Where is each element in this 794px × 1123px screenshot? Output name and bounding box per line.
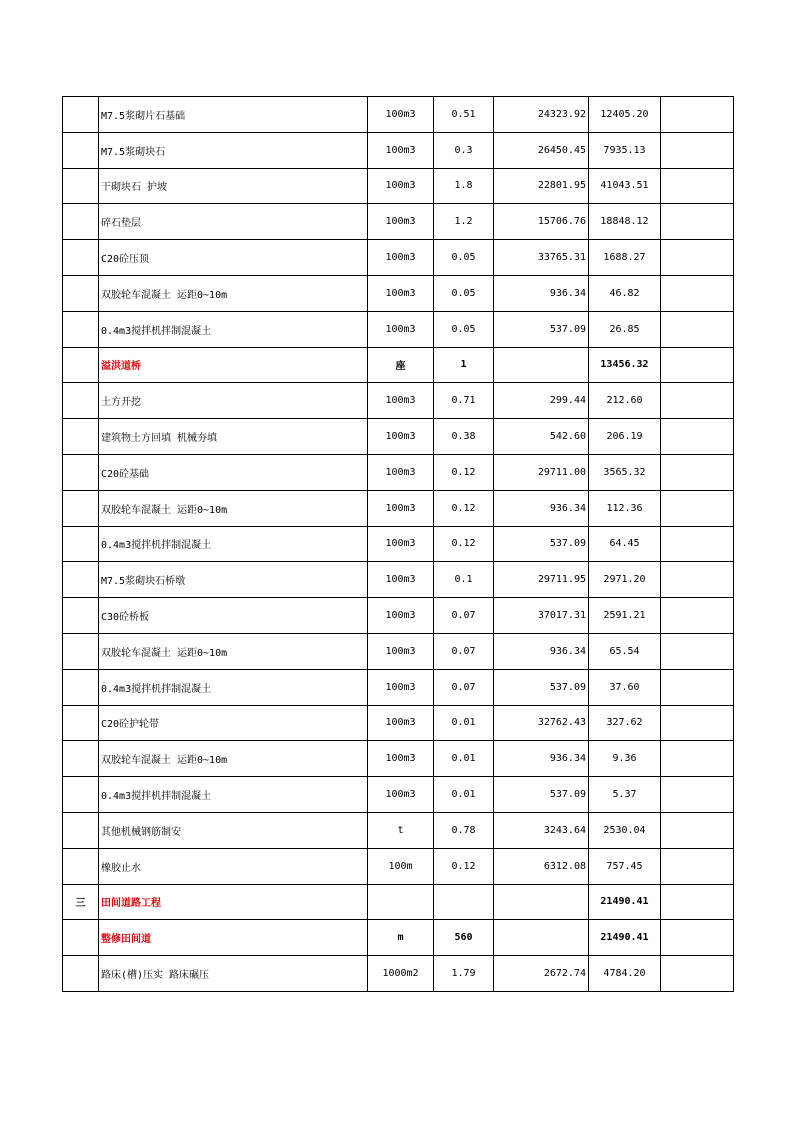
- remark-cell: [661, 97, 734, 133]
- quantity-cell: 0.12: [434, 490, 494, 526]
- seq-number-cell: [63, 562, 99, 598]
- seq-number-cell: [63, 168, 99, 204]
- table-row: [63, 168, 734, 204]
- unit-price-cell: [494, 884, 589, 920]
- table-row: [63, 132, 734, 168]
- remark-cell: [661, 669, 734, 705]
- unit-price-cell: [494, 920, 589, 956]
- table-row: [63, 204, 734, 240]
- amount-cell: 2971.20: [589, 562, 661, 598]
- table-row: [63, 526, 734, 562]
- unit-cell: 100m3: [368, 132, 434, 168]
- amount-cell: 112.36: [589, 490, 661, 526]
- table-row: [63, 454, 734, 490]
- unit-cell: 座: [368, 347, 434, 383]
- item-name-cell: 0.4m3搅拌机拌制混凝土: [99, 669, 368, 705]
- amount-cell: 7935.13: [589, 132, 661, 168]
- quantity-cell: 0.12: [434, 848, 494, 884]
- seq-number-cell: [63, 705, 99, 741]
- remark-cell: [661, 132, 734, 168]
- seq-number-cell: [63, 383, 99, 419]
- amount-cell: 9.36: [589, 741, 661, 777]
- unit-price-cell: 22801.95: [494, 168, 589, 204]
- cost-table: [62, 96, 734, 992]
- remark-cell: [661, 777, 734, 813]
- item-name-cell: 双胶轮车混凝土 运距0~10m: [99, 275, 368, 311]
- table-row: [63, 240, 734, 276]
- quantity-cell: 0.05: [434, 240, 494, 276]
- unit-cell: 100m3: [368, 168, 434, 204]
- remark-cell: [661, 454, 734, 490]
- remark-cell: [661, 311, 734, 347]
- unit-cell: 100m3: [368, 526, 434, 562]
- quantity-cell: 0.07: [434, 669, 494, 705]
- seq-number-cell: [63, 848, 99, 884]
- seq-number-cell: [63, 132, 99, 168]
- quantity-cell: 0.78: [434, 812, 494, 848]
- amount-cell: 13456.32: [589, 347, 661, 383]
- unit-cell: t: [368, 812, 434, 848]
- unit-cell: [368, 884, 434, 920]
- seq-number-cell: [63, 741, 99, 777]
- unit-cell: 100m3: [368, 741, 434, 777]
- table-row: [63, 633, 734, 669]
- amount-cell: 757.45: [589, 848, 661, 884]
- seq-number-cell: [63, 526, 99, 562]
- unit-cell: 100m3: [368, 454, 434, 490]
- unit-price-cell: 936.34: [494, 275, 589, 311]
- quantity-cell: [434, 884, 494, 920]
- unit-cell: 100m3: [368, 311, 434, 347]
- item-name-cell: 其他机械钢筋制安: [99, 812, 368, 848]
- quantity-cell: 1.2: [434, 204, 494, 240]
- amount-cell: 65.54: [589, 633, 661, 669]
- seq-number-cell: [63, 812, 99, 848]
- remark-cell: [661, 884, 734, 920]
- table-row: [63, 598, 734, 634]
- item-name-cell: 双胶轮车混凝土 运距0~10m: [99, 633, 368, 669]
- table-row: [63, 347, 734, 383]
- item-name-cell: 0.4m3搅拌机拌制混凝土: [99, 777, 368, 813]
- seq-number-cell: [63, 920, 99, 956]
- unit-cell: 100m3: [368, 383, 434, 419]
- unit-cell: 100m: [368, 848, 434, 884]
- unit-cell: 100m3: [368, 419, 434, 455]
- quantity-cell: 0.51: [434, 97, 494, 133]
- table-row: [63, 741, 734, 777]
- amount-cell: 64.45: [589, 526, 661, 562]
- item-name-cell: 田间道路工程: [99, 884, 368, 920]
- quantity-cell: 0.3: [434, 132, 494, 168]
- unit-price-cell: 299.44: [494, 383, 589, 419]
- unit-price-cell: 33765.31: [494, 240, 589, 276]
- seq-number-cell: [63, 275, 99, 311]
- item-name-cell: C20砼压顶: [99, 240, 368, 276]
- amount-cell: 5.37: [589, 777, 661, 813]
- unit-price-cell: 32762.43: [494, 705, 589, 741]
- unit-cell: 100m3: [368, 97, 434, 133]
- unit-price-cell: 936.34: [494, 490, 589, 526]
- remark-cell: [661, 240, 734, 276]
- unit-price-cell: 3243.64: [494, 812, 589, 848]
- unit-price-cell: 537.09: [494, 777, 589, 813]
- amount-cell: 4784.20: [589, 956, 661, 992]
- remark-cell: [661, 741, 734, 777]
- table-row: [63, 490, 734, 526]
- remark-cell: [661, 347, 734, 383]
- unit-cell: 100m3: [368, 669, 434, 705]
- unit-price-cell: 936.34: [494, 741, 589, 777]
- amount-cell: 41043.51: [589, 168, 661, 204]
- unit-cell: 100m3: [368, 204, 434, 240]
- quantity-cell: 0.12: [434, 454, 494, 490]
- quantity-cell: 0.05: [434, 275, 494, 311]
- seq-number-cell: [63, 956, 99, 992]
- quantity-cell: 0.01: [434, 777, 494, 813]
- item-name-cell: 0.4m3搅拌机拌制混凝土: [99, 311, 368, 347]
- table-row: [63, 275, 734, 311]
- table-row: [63, 848, 734, 884]
- unit-cell: 100m3: [368, 240, 434, 276]
- unit-cell: 100m3: [368, 777, 434, 813]
- unit-price-cell: 2672.74: [494, 956, 589, 992]
- remark-cell: [661, 705, 734, 741]
- quantity-cell: 0.01: [434, 705, 494, 741]
- seq-number-cell: [63, 347, 99, 383]
- amount-cell: 26.85: [589, 311, 661, 347]
- quantity-cell: 0.38: [434, 419, 494, 455]
- unit-price-cell: 6312.08: [494, 848, 589, 884]
- item-name-cell: C30砼桥板: [99, 598, 368, 634]
- amount-cell: 1688.27: [589, 240, 661, 276]
- item-name-cell: 路床(槽)压实 路床碾压: [99, 956, 368, 992]
- remark-cell: [661, 383, 734, 419]
- remark-cell: [661, 633, 734, 669]
- remark-cell: [661, 812, 734, 848]
- unit-price-cell: 29711.00: [494, 454, 589, 490]
- quantity-cell: 1.79: [434, 956, 494, 992]
- seq-number-cell: [63, 311, 99, 347]
- quantity-cell: 560: [434, 920, 494, 956]
- unit-cell: 100m3: [368, 705, 434, 741]
- unit-cell: 100m3: [368, 598, 434, 634]
- remark-cell: [661, 168, 734, 204]
- amount-cell: 3565.32: [589, 454, 661, 490]
- table-row: [63, 419, 734, 455]
- unit-cell: 100m3: [368, 633, 434, 669]
- table-row: [63, 562, 734, 598]
- remark-cell: [661, 598, 734, 634]
- amount-cell: 327.62: [589, 705, 661, 741]
- item-name-cell: 双胶轮车混凝土 运距0~10m: [99, 490, 368, 526]
- item-name-cell: 土方开挖: [99, 383, 368, 419]
- remark-cell: [661, 956, 734, 992]
- unit-price-cell: 15706.76: [494, 204, 589, 240]
- unit-price-cell: 936.34: [494, 633, 589, 669]
- amount-cell: 2530.04: [589, 812, 661, 848]
- seq-number-cell: [63, 419, 99, 455]
- item-name-cell: 碎石垫层: [99, 204, 368, 240]
- quantity-cell: 0.1: [434, 562, 494, 598]
- amount-cell: 2591.21: [589, 598, 661, 634]
- amount-cell: 12405.20: [589, 97, 661, 133]
- remark-cell: [661, 275, 734, 311]
- item-name-cell: C20砼基础: [99, 454, 368, 490]
- item-name-cell: M7.5浆砌块石: [99, 132, 368, 168]
- item-name-cell: 建筑物土方回填 机械夯填: [99, 419, 368, 455]
- seq-number-cell: 三: [63, 884, 99, 920]
- item-name-cell: 干砌块石 护坡: [99, 168, 368, 204]
- item-name-cell: 溢洪道桥: [99, 347, 368, 383]
- quantity-cell: 0.12: [434, 526, 494, 562]
- unit-price-cell: 537.09: [494, 311, 589, 347]
- remark-cell: [661, 562, 734, 598]
- quantity-cell: 0.01: [434, 741, 494, 777]
- table-row: [63, 383, 734, 419]
- quantity-cell: 1.8: [434, 168, 494, 204]
- remark-cell: [661, 204, 734, 240]
- quantity-cell: 1: [434, 347, 494, 383]
- remark-cell: [661, 419, 734, 455]
- quantity-cell: 0.07: [434, 598, 494, 634]
- unit-price-cell: 537.09: [494, 669, 589, 705]
- item-name-cell: 0.4m3搅拌机拌制混凝土: [99, 526, 368, 562]
- table-row: [63, 956, 734, 992]
- unit-cell: 100m3: [368, 275, 434, 311]
- table-row: [63, 884, 734, 920]
- seq-number-cell: [63, 454, 99, 490]
- unit-price-cell: [494, 347, 589, 383]
- seq-number-cell: [63, 669, 99, 705]
- table-row: [63, 311, 734, 347]
- quantity-cell: 0.71: [434, 383, 494, 419]
- remark-cell: [661, 920, 734, 956]
- remark-cell: [661, 526, 734, 562]
- amount-cell: 21490.41: [589, 884, 661, 920]
- unit-price-cell: 26450.45: [494, 132, 589, 168]
- item-name-cell: 橡胶止水: [99, 848, 368, 884]
- quantity-cell: 0.07: [434, 633, 494, 669]
- unit-price-cell: 537.09: [494, 526, 589, 562]
- unit-cell: 100m3: [368, 562, 434, 598]
- table-row: [63, 777, 734, 813]
- table-row: [63, 812, 734, 848]
- seq-number-cell: [63, 240, 99, 276]
- amount-cell: 212.60: [589, 383, 661, 419]
- remark-cell: [661, 848, 734, 884]
- unit-price-cell: 24323.92: [494, 97, 589, 133]
- seq-number-cell: [63, 633, 99, 669]
- amount-cell: 37.60: [589, 669, 661, 705]
- item-name-cell: M7.5浆砌块石桥墩: [99, 562, 368, 598]
- seq-number-cell: [63, 777, 99, 813]
- item-name-cell: 双胶轮车混凝土 运距0~10m: [99, 741, 368, 777]
- unit-price-cell: 542.60: [494, 419, 589, 455]
- unit-cell: 100m3: [368, 490, 434, 526]
- item-name-cell: 整修田间道: [99, 920, 368, 956]
- remark-cell: [661, 490, 734, 526]
- table-row: [63, 669, 734, 705]
- seq-number-cell: [63, 204, 99, 240]
- amount-cell: 21490.41: [589, 920, 661, 956]
- table-body: [63, 97, 734, 992]
- seq-number-cell: [63, 598, 99, 634]
- table-row: [63, 97, 734, 133]
- unit-cell: m: [368, 920, 434, 956]
- unit-price-cell: 29711.95: [494, 562, 589, 598]
- seq-number-cell: [63, 97, 99, 133]
- table-row: [63, 920, 734, 956]
- amount-cell: 46.82: [589, 275, 661, 311]
- amount-cell: 206.19: [589, 419, 661, 455]
- item-name-cell: C20砼护轮带: [99, 705, 368, 741]
- quantity-cell: 0.05: [434, 311, 494, 347]
- unit-price-cell: 37017.31: [494, 598, 589, 634]
- seq-number-cell: [63, 490, 99, 526]
- item-name-cell: M7.5浆砌片石基础: [99, 97, 368, 133]
- amount-cell: 18848.12: [589, 204, 661, 240]
- unit-cell: 1000m2: [368, 956, 434, 992]
- table-row: [63, 705, 734, 741]
